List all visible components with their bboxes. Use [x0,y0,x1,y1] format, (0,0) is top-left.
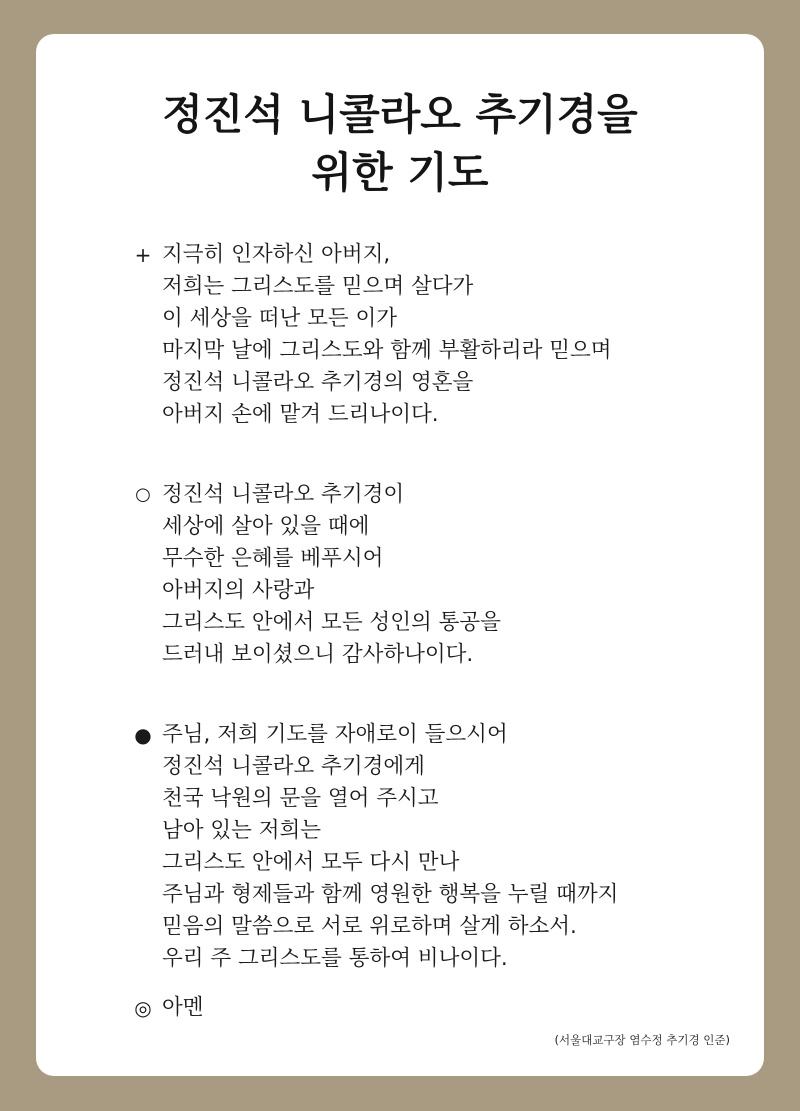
prayer-line-text: 그리스도 안에서 모든 성인의 통공을 [162,610,501,635]
prayer-line-text: 아버지 손에 맡겨 드리나이다. [162,402,439,427]
filled-circle-marker-icon: ● [134,723,152,747]
prayer-line [162,399,612,431]
double-circle-marker-icon: ◎ [134,996,152,1020]
prayer-line [162,607,501,639]
prayer-line [162,879,618,911]
prayer-line-text: 드러내 보이셨으니 감사하나이다. [162,642,474,667]
amen-text: 아멘 [162,995,204,1020]
prayer-line-text: 무수한 은혜를 베푸시어 [162,546,384,571]
prayer-line-text: 아버지의 사랑과 [162,578,315,603]
prayer-line-text: 저희는 그리스도를 믿으며 살다가 [162,274,474,299]
prayer-line-text: 주님, 저희 기도를 자애로이 들으시어 [162,722,508,747]
prayer-stanza-2 [135,479,501,671]
open-circle-marker-icon: ○ [135,484,151,505]
prayer-stanza-1 [134,239,612,431]
page-title [36,86,764,202]
prayer-line-text: 지극히 인자하신 아버지, [162,242,391,267]
prayer-line-text: 남아 있는 저희는 [162,818,322,843]
prayer-line [162,847,618,879]
approval-credit: (서울대교구장 염수정 추기경 인준) [554,1033,730,1047]
prayer-line [134,719,618,751]
prayer-line [162,911,618,943]
amen-line [134,992,204,1024]
prayer-line [162,271,612,303]
prayer-card [36,34,764,1076]
prayer-stanza-3 [134,719,619,975]
prayer-line [134,239,612,271]
prayer-line-text: 주님과 형제들과 함께 영원한 행복을 누릴 때까지 [162,882,619,907]
prayer-line-text: 정진석 니콜라오 추기경이 [162,482,405,507]
prayer-line [162,335,612,367]
prayer-line-text: 정진석 니콜라오 추기경의 영혼을 [162,370,474,395]
prayer-line-text: 세상에 살아 있을 때에 [162,514,370,539]
prayer-line [162,367,612,399]
prayer-line [162,815,618,847]
prayer-line [162,543,501,575]
title-line-2: 위한 기도 [311,148,489,197]
prayer-line-text: 천국 낙원의 문을 열어 주시고 [162,786,439,811]
prayer-line [135,479,501,511]
prayer-line [162,303,612,335]
title-line-1: 정진석 니콜라오 추기경을 [162,90,638,139]
prayer-line [162,751,618,783]
prayer-line [162,639,501,671]
prayer-line [162,575,501,607]
prayer-line-text: 이 세상을 떠난 모든 이가 [162,306,398,331]
prayer-line-text: 믿음의 말씀으로 서로 위로하며 살게 하소서. [162,914,577,939]
prayer-line-text: 정진석 니콜라오 추기경에게 [162,754,425,779]
prayer-line [162,511,501,543]
prayer-line [162,943,618,975]
cross-marker-icon: + [134,243,152,267]
prayer-line-text: 마지막 날에 그리스도와 함께 부활하리라 믿으며 [162,338,612,363]
prayer-line-text: 그리스도 안에서 모두 다시 만나 [162,850,460,875]
prayer-line [162,783,618,815]
prayer-line-text: 우리 주 그리스도를 통하여 비나이다. [162,946,508,971]
